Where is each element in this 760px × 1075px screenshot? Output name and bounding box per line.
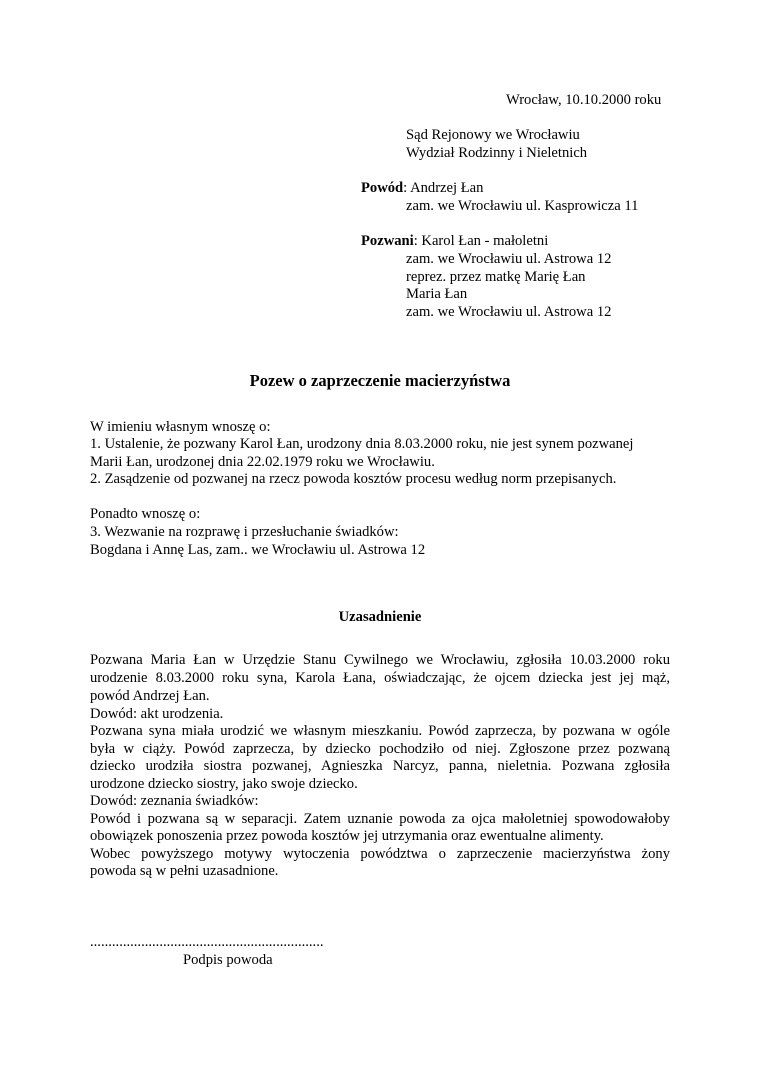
justification-line: obowiązek ponoszenia przez powoda kosztów jej utrzymania oraz ewentualne alimenty. bbox=[90, 828, 604, 844]
claim-item-1-line-1: 1. Ustalenie, że pozwany Karol Łan, urodzony dnia 8.03.2000 roku, nie jest synem pozwanej bbox=[90, 436, 634, 452]
plaintiff-address: zam. we Wrocławiu ul. Kasprowicza 11 bbox=[406, 198, 639, 214]
place-date: Wrocław, 10.10.2000 roku bbox=[506, 92, 662, 108]
claim-item-2: 2. Zasądzenie od pozwanej na rzecz powoda kosztów procesu według norm przepisanych. bbox=[90, 471, 617, 487]
signature-line: ................................................................ bbox=[90, 934, 324, 950]
document-title: Pozew o zaprzeczenie macierzyństwa bbox=[249, 371, 511, 390]
defendant1-name: : Karol Łan - małoletni bbox=[413, 233, 549, 249]
claims-intro: W imieniu własnym wnoszę o: bbox=[90, 419, 271, 435]
plaintiff-line bbox=[361, 179, 483, 197]
justification-line: powoda są w pełni uzasadnione. bbox=[90, 863, 279, 879]
signature-label: Podpis powoda bbox=[183, 952, 273, 968]
plaintiff-label: Powód bbox=[361, 180, 404, 196]
justification-line: urodzenie 8.03.2000 roku syna, Karola Łana, oświadczając, że ojcem dziecka jest jej mąż, bbox=[90, 670, 670, 686]
court-division: Wydział Rodzinny i Nieletnich bbox=[406, 145, 588, 161]
defendant2-name: Maria Łan bbox=[406, 286, 468, 302]
defendant2-address: zam. we Wrocławiu ul. Astrowa 12 bbox=[406, 304, 612, 320]
justification-line: dziecko urodziła siostra pozwanej, Agnieszka Narcyz, panna, nieletnia. Pozwana zgłosiła bbox=[90, 758, 670, 774]
claim-item-1-line-2: Marii Łan, urodzonej dnia 22.02.1979 roku we Wrocławiu. bbox=[90, 454, 435, 470]
justification-heading: Uzasadnienie bbox=[338, 609, 422, 625]
justification-line: Pozwana Maria Łan w Urzędzie Stanu Cywilnego we Wrocławiu, zgłosiła 10.03.2000 roku bbox=[90, 652, 670, 668]
justification-line: Dowód: zeznania świadków: bbox=[90, 793, 259, 809]
plaintiff-name: : Andrzej Łan bbox=[403, 180, 484, 196]
court-name: Sąd Rejonowy we Wrocławiu bbox=[406, 127, 580, 143]
justification-line: Wobec powyższego motywy wytoczenia powództwa o zaprzeczenie macierzyństwa żony bbox=[90, 846, 670, 862]
additional-claims-intro: Ponadto wnoszę o: bbox=[90, 506, 201, 522]
claim-item-3: 3. Wezwanie na rozprawę i przesłuchanie świadków: bbox=[90, 524, 399, 540]
defendant1-representation: reprez. przez matkę Marię Łan bbox=[406, 269, 586, 285]
justification-line: urodzone dziecko siostry, jako swoje dziecko. bbox=[90, 776, 358, 792]
defendant1-address: zam. we Wrocławiu ul. Astrowa 12 bbox=[406, 251, 612, 267]
justification-line: Pozwana syna miała urodzić we własnym mieszkaniu. Powód zaprzecza, by pozwana w ogóle bbox=[90, 723, 670, 739]
witnesses-line: Bogdana i Annę Las, zam.. we Wrocławiu ul. Astrowa 12 bbox=[90, 542, 426, 558]
defendants-line bbox=[361, 232, 548, 250]
justification-line: Dowód: akt urodzenia. bbox=[90, 706, 224, 722]
justification-line: Powód i pozwana są w separacji. Zatem uznanie powoda za ojca małoletniej spowodowałoby bbox=[90, 811, 670, 827]
justification-line: była w ciąży. Powód zaprzecza, by dziecko pochodziło od niej. Zgłoszone przez pozwaną bbox=[90, 741, 670, 757]
justification-line: powód Andrzej Łan. bbox=[90, 688, 210, 704]
defendants-label: Pozwani bbox=[361, 233, 414, 249]
